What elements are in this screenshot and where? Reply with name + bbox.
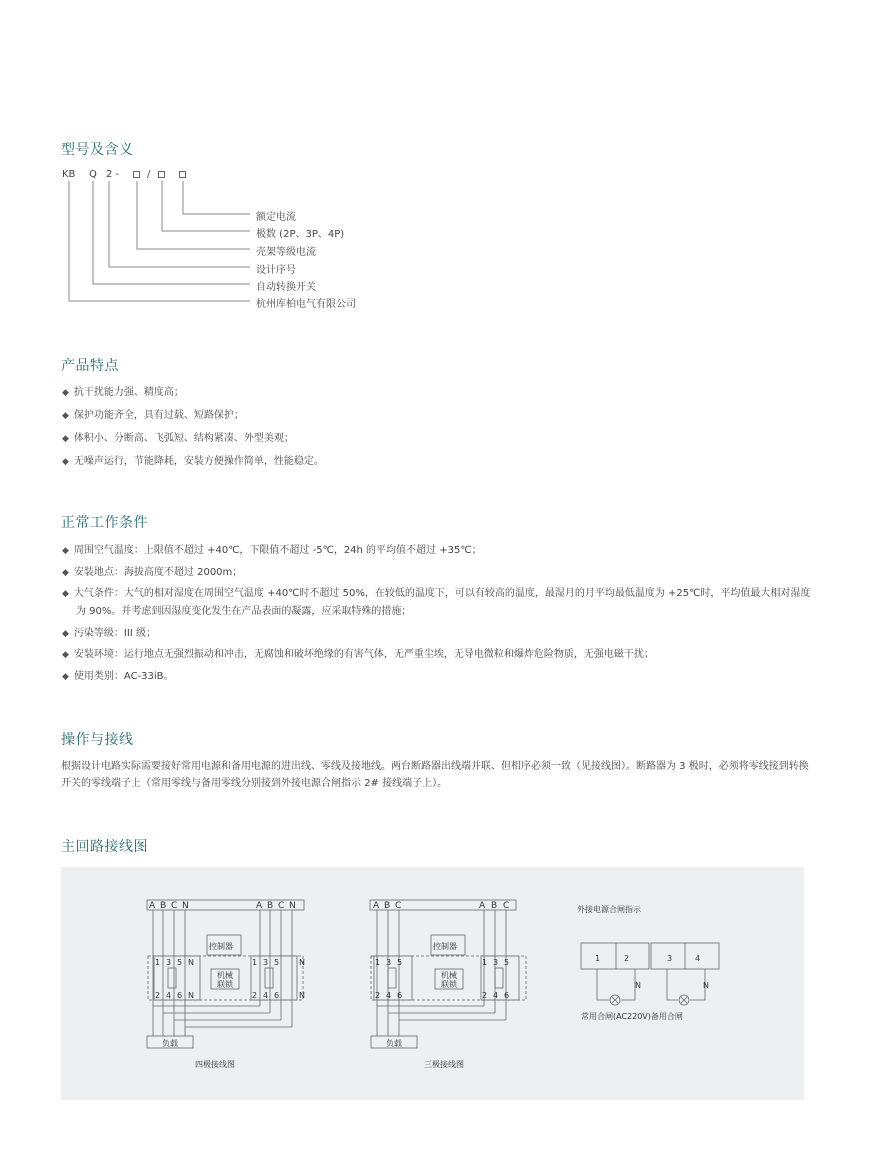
three-pole-terminal: 4 — [493, 991, 499, 1000]
four-pole-phase-right: B — [267, 901, 274, 911]
four-pole-load-label: 负载 — [162, 1039, 178, 1048]
four-pole-terminal: N — [188, 991, 194, 1000]
three-pole-phase-right: A — [479, 901, 486, 911]
four-pole-phase-right: C — [278, 901, 285, 911]
four-pole-terminal: 5 — [274, 958, 280, 967]
three-pole-terminal: 1 — [482, 958, 488, 967]
four-pole-caption: 四极接线图 — [195, 1060, 235, 1069]
three-pole-terminal: 4 — [386, 991, 392, 1000]
three-pole-phase-left: A — [373, 901, 380, 911]
external-caption: 常用合闸(AC220V)备用合闸 — [581, 1012, 683, 1021]
three-pole-caption: 三极接线图 — [424, 1060, 464, 1069]
external-neutral-label: N — [703, 981, 709, 990]
four-pole-phase-left: C — [171, 901, 178, 911]
four-pole-terminal: 6 — [274, 991, 280, 1000]
three-pole-phase-left: C — [395, 901, 402, 911]
section-title-model: 型号及含义 — [61, 142, 134, 158]
four-pole-terminal: 2 — [155, 991, 161, 1000]
wiring-diagram — [61, 867, 804, 1100]
external-indicator-diagram — [577, 904, 719, 1021]
meaning-frame-current: 壳架等级电流 — [256, 247, 316, 258]
four-pole-terminal: N — [299, 991, 305, 1000]
external-terminal: 2 — [624, 954, 630, 963]
four-pole-phase-right: A — [256, 901, 263, 911]
external-neutral-label: N — [635, 981, 641, 990]
four-pole-terminal: 5 — [177, 958, 183, 967]
four-pole-interlock-label: 机械 — [217, 971, 233, 980]
condition-item: ◆ 安装环境：运行地点无强烈振动和冲击，无腐蚀和破坏绝缘的有害气体，无严重尘埃，无导电微粒和爆炸危险物质，无强电磁干扰； — [62, 649, 654, 660]
condition-item: ◆ 使用类别：AC-33iB。 — [62, 671, 174, 682]
four-pole-terminal: 1 — [155, 958, 161, 967]
feature-item: ◆ 体积小、分断高、飞弧短、结构紧凑、外型美观； — [62, 433, 294, 444]
condition-item: ◆ 周围空气温度：上限值不超过 +40℃，下限值不超过 -5℃，24h 的平均值不超过 +35℃； — [62, 545, 482, 556]
four-pole-terminal: N — [188, 958, 194, 967]
three-pole-terminal: 2 — [482, 991, 488, 1000]
section-title-features: 产品特点 — [61, 358, 119, 374]
wiring-diagram-panel — [61, 867, 804, 1100]
external-terminal: 3 — [667, 954, 673, 963]
three-pole-interlock-label: 机械 — [441, 971, 457, 980]
feature-item: ◆ 无噪声运行，节能降耗，安装方便操作简单，性能稳定。 — [62, 456, 324, 467]
four-pole-terminal: 3 — [263, 958, 269, 967]
three-pole-load-label: 负载 — [386, 1039, 402, 1048]
meaning-auto-switch: 自动转换开关 — [256, 282, 316, 293]
three-pole-terminal: 6 — [397, 991, 403, 1000]
four-pole-phase-right: N — [289, 901, 296, 911]
four-pole-terminal: 4 — [166, 991, 172, 1000]
section-title-operation: 操作与接线 — [61, 732, 134, 748]
model-brackets — [0, 0, 873, 320]
four-pole-terminal: 3 — [166, 958, 172, 967]
meaning-poles: 极数 (2P、3P、4P) — [256, 229, 345, 240]
condition-item: ◆ 安装地点：海拔高度不超过 2000m； — [62, 567, 243, 578]
meaning-rated-current: 额定电流 — [256, 212, 296, 223]
four-pole-phase-left: A — [149, 901, 156, 911]
code-kb: KB — [62, 169, 76, 180]
four-pole-phase-left: N — [182, 901, 189, 911]
feature-item: ◆ 抗干扰能力强、精度高； — [62, 387, 184, 398]
operation-paragraph: 根据设计电路实际需要接好常用电源和备用电源的进出线、零线及接地线。两台断路器出线端并联、但相序必须一致（见接线图）。断路器为 3 极时，必须将零线接到转换开关的零线端子上（常用零线与备用零线分别接到外接电源合闸指示 2# 接线端子上）。 — [61, 761, 809, 789]
three-pole-phase-right: C — [503, 901, 510, 911]
four-pole-interlock-label: 联锁 — [217, 980, 233, 989]
three-pole-terminal: 5 — [504, 958, 510, 967]
three-pole-terminal: 2 — [375, 991, 381, 1000]
meaning-company: 杭州库柏电气有限公司 — [256, 299, 356, 310]
feature-item: ◆ 保护功能齐全，具有过载、短路保护； — [62, 410, 244, 421]
condition-item: ◆ 污染等级：III 级； — [62, 628, 156, 639]
code-q: Q — [89, 169, 97, 180]
condition-item: ◆ 大气条件：大气的相对湿度在周围空气温度 +40℃时不超过 50%，在较低的温度下，可以有较高的温度，最湿月的月平均最低温度为 +25℃时，平均值最大相对湿度为 90%。并考虑到因湿度变化发生在产品表面的凝露，应采取特殊的措施； — [62, 588, 811, 617]
meaning-design-serial: 设计序号 — [256, 265, 296, 276]
external-block-left — [581, 943, 649, 969]
code-slash: / — [147, 169, 151, 180]
four-pole-terminal: 4 — [263, 991, 269, 1000]
four-pole-terminal: 1 — [252, 958, 258, 967]
four-pole-terminal: 2 — [252, 991, 258, 1000]
three-pole-phase-right: B — [491, 901, 498, 911]
external-title: 外接电源合闸指示 — [577, 905, 641, 914]
three-pole-terminal: 3 — [386, 958, 392, 967]
external-terminal: 1 — [595, 954, 601, 963]
four-pole-terminal: N — [299, 958, 305, 967]
four-pole-terminal: 6 — [177, 991, 183, 1000]
three-pole-diagram — [370, 900, 526, 1069]
code-series: 2 - — [106, 169, 120, 180]
four-pole-diagram — [147, 900, 305, 1069]
section-title-conditions: 正常工作条件 — [61, 515, 148, 531]
three-pole-terminal: 1 — [375, 958, 381, 967]
section-title-diagram: 主回路接线图 — [61, 839, 148, 855]
four-pole-controller-label: 控制器 — [209, 942, 233, 951]
three-pole-terminal: 6 — [504, 991, 510, 1000]
three-pole-terminal: 3 — [493, 958, 499, 967]
three-pole-phase-left: B — [384, 901, 391, 911]
external-terminal: 4 — [695, 954, 701, 963]
three-pole-terminal: 5 — [397, 958, 403, 967]
three-pole-interlock-label: 联锁 — [441, 980, 457, 989]
three-pole-controller-label: 控制器 — [433, 942, 457, 951]
four-pole-phase-left: B — [160, 901, 167, 911]
